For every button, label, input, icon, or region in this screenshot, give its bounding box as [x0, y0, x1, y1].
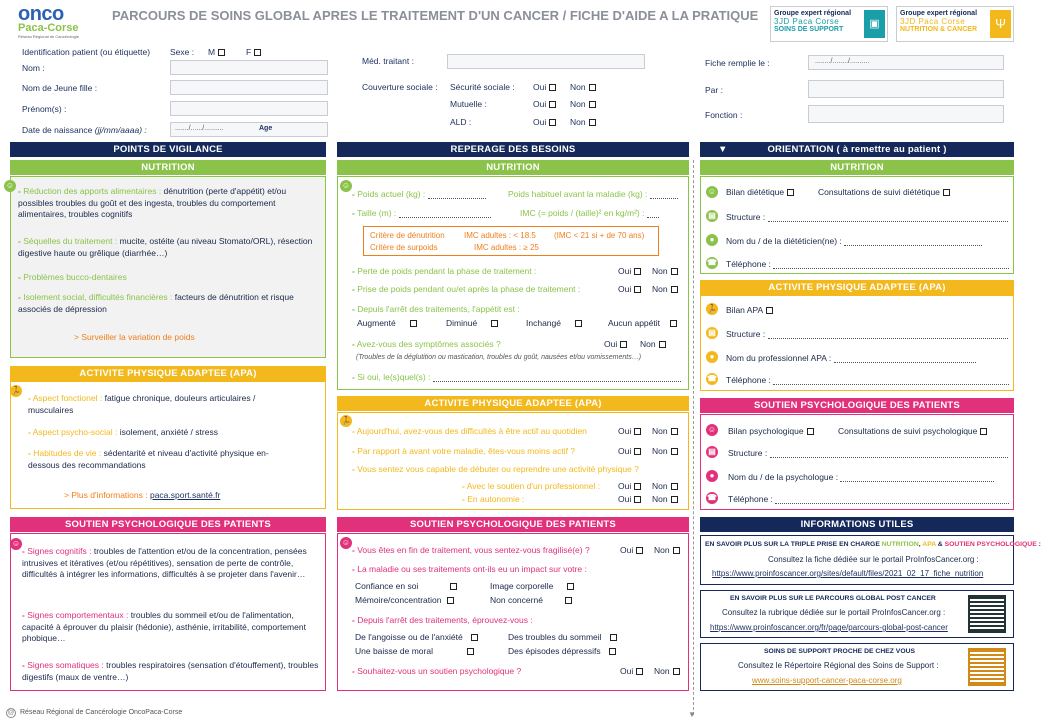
badge-icon: Ψ	[990, 10, 1011, 38]
apa-icon: 🏃	[11, 386, 21, 395]
sommeil-checkbox[interactable]	[610, 634, 617, 641]
consult-psy-checkbox[interactable]	[980, 428, 987, 435]
col1-psy-header: SOUTIEN PSYCHOLOGIQUE DES PATIENTS	[10, 517, 326, 532]
bilan-psy: Bilan psychologique	[728, 426, 814, 436]
tel-psy: Téléphone :	[728, 494, 1009, 504]
mutuelle-non-checkbox[interactable]	[589, 101, 596, 108]
col2-apa-header: ACTIVITE PHYSIQUE ADAPTEE (APA)	[337, 396, 689, 411]
sexe-f-checkbox[interactable]	[254, 49, 261, 56]
col1-p-item-1: - Signes comportementaux : troubles du sommeil et/ou de l'alimentation, capacité à éprouver du plaisir (hédonie), asthénie, irritabilité, comportement phobique…	[22, 610, 306, 643]
qa2-oui-checkbox[interactable]	[634, 448, 641, 455]
app-opt-0: Augmenté	[357, 318, 417, 328]
imc: IMC (= poids / (taille)² en kg/m²) :	[520, 208, 659, 218]
info2-link[interactable]: https://www.proinfoscancer.org/fr/page/parcours-global-post-cancer	[710, 623, 948, 632]
nom-jf-field[interactable]	[170, 80, 328, 95]
imc-criteria-box	[363, 226, 659, 256]
perte-oui-checkbox[interactable]	[634, 268, 641, 275]
dob-field[interactable]: ......./....../.......... Age	[170, 122, 328, 137]
taille: - Taille (m) :	[352, 208, 491, 218]
qa2-non-checkbox[interactable]	[671, 448, 678, 455]
secu-non: Non	[570, 82, 596, 92]
col3-info-header: INFORMATIONS UTILES	[700, 517, 1014, 532]
q-sympt: - Avez-vous des symptômes associés ?	[352, 339, 501, 349]
col1-n-footer: > Surveiller la variation de poids	[74, 332, 195, 342]
logo-tag: Réseau Régional de Cancérologie	[18, 34, 79, 39]
qa3a-oui-checkbox[interactable]	[634, 483, 641, 490]
col1-n-item-2: - Problèmes bucco-dentaires	[18, 272, 127, 282]
perte-non-checkbox[interactable]	[671, 268, 678, 275]
qp1-non-checkbox[interactable]	[673, 547, 680, 554]
secu-oui: Oui	[533, 82, 556, 92]
qa2-oui: Oui	[618, 446, 641, 456]
logo	[18, 5, 88, 37]
med-traitant-label: Méd. traitant :	[362, 56, 414, 66]
qp4: - Souhaitez-vous un soutien psychologique ?	[352, 666, 522, 676]
qa1-non: Non	[652, 426, 678, 436]
qa3b: - En autonomie :	[462, 494, 525, 504]
fonction-field[interactable]	[808, 105, 1004, 123]
par-field[interactable]	[808, 80, 1004, 98]
col3-apa-header: ACTIVITE PHYSIQUE ADAPTEE (APA)	[700, 280, 1014, 295]
logo-sub: Paca-Corse	[18, 22, 79, 34]
qa3a-oui: Oui	[618, 481, 641, 491]
bilan-psy-checkbox[interactable]	[807, 428, 814, 435]
bilan-diet-checkbox[interactable]	[787, 189, 794, 196]
qp3-opt-1: Des troubles du sommeil	[508, 632, 617, 642]
col1-n-item-1: - Séquelles du traitement : mucite, ostéite (au niveau Stomato/ORL), résection digestive haute ou grêlique (diarrhée…)	[18, 236, 313, 258]
q-perte: - Perte de poids pendant la phase de traitement :	[352, 266, 537, 276]
qa1-non-checkbox[interactable]	[671, 428, 678, 435]
col1-nutrition-header: NUTRITION	[10, 160, 326, 175]
info1-text: Consultez la fiche dédiée sur le portail ProInfosCancer.org :	[768, 555, 979, 564]
phone-icon: ☎	[707, 258, 717, 267]
structure-diet: Structure :	[726, 212, 1008, 222]
info2-title: EN SAVOIR PLUS SUR LE PARCOURS GLOBAL POST CANCER	[730, 595, 936, 602]
person-icon: ●	[706, 470, 718, 482]
phone-icon: ☎	[707, 493, 717, 502]
logo-brand: onco	[18, 3, 64, 25]
bilan-apa: Bilan APA	[726, 305, 773, 315]
apa-icon: 🏃	[341, 416, 351, 425]
q-sympt-oui: Oui	[604, 339, 627, 349]
crit-denutrition-value: IMC adultes : < 18.5	[464, 231, 536, 240]
image-checkbox[interactable]	[567, 583, 574, 590]
q-sympt-non: Non	[640, 339, 666, 349]
psy-icon: ☺	[707, 425, 717, 434]
qp4-oui-checkbox[interactable]	[636, 668, 643, 675]
person-icon: ●	[706, 351, 718, 363]
qp1-oui: Oui	[620, 545, 643, 555]
tel-diet: Téléphone :	[726, 259, 1009, 269]
qp3-opt-3: Des épisodes dépressifs	[508, 646, 616, 656]
sexe-m-checkbox[interactable]	[218, 49, 225, 56]
building-icon: ▤	[706, 327, 718, 339]
prenom-label: Prénom(s) :	[22, 104, 67, 114]
poids-habituel: Poids habituel avant la maladie (kg) :	[508, 189, 678, 199]
mutuelle-oui-checkbox[interactable]	[549, 101, 556, 108]
qa3a-non-checkbox[interactable]	[671, 483, 678, 490]
col2-nutrition-header: NUTRITION	[337, 160, 689, 175]
qp2-opt-0: Confiance en soi	[355, 581, 457, 591]
mutuelle-non: Non	[570, 99, 596, 109]
app-augmente-checkbox[interactable]	[410, 320, 417, 327]
col1-a-item-0: - Aspect fonctionel : fatigue chronique, douleurs articulaires / musculaires	[28, 393, 256, 415]
app-opt-2: Inchangé	[526, 318, 582, 328]
col3-psy-header: SOUTIEN PSYCHOLOGIQUE DES PATIENTS	[700, 398, 1014, 413]
badge-soins-support	[770, 6, 888, 42]
cut-arrow-icon: ▼	[688, 710, 696, 719]
par-label: Par :	[705, 85, 723, 95]
qp4-non: Non	[654, 666, 680, 676]
qa1-oui: Oui	[618, 426, 641, 436]
app-aucun-checkbox[interactable]	[670, 320, 677, 327]
app-opt-1: Diminué	[446, 318, 498, 328]
info1-title: EN SAVOIR PLUS SUR LA TRIPLE PRISE EN CHARGE NUTRITION, APA & SOUTIEN PSYCHOLOGIQUE :	[705, 541, 1041, 548]
qp2-opt-1: Image corporelle	[490, 581, 574, 591]
person-icon: ●	[706, 234, 718, 246]
col3-header: ▼ ORIENTATION ( à remettre au patient )	[700, 142, 1014, 157]
col1-p-item-2: - Signes somatiques : troubles respiratoires (sensation d'étouffement), troubles digestifs (maux de ventre…)	[22, 660, 319, 682]
building-icon: ▤	[706, 446, 718, 458]
qa2: - Par rapport à avant votre maladie, êtes-vous moins actif ?	[352, 446, 576, 456]
crit-surpoids-label: Critère de surpoids	[370, 243, 438, 252]
info3-link[interactable]: www.soins-support-cancer-paca-corse.org	[752, 676, 902, 685]
secu-non-checkbox[interactable]	[589, 84, 596, 91]
non-concerne-checkbox[interactable]	[565, 597, 572, 604]
nom-diet: Nom du / de la diététicien(ne) :	[726, 236, 982, 246]
col1-n-item-3: - Isolement social, difficultés financières : facteurs de dénutrition et risque associés de dépression	[18, 292, 294, 314]
qr-code-icon[interactable]	[968, 595, 1006, 633]
q-prise: - Prise de poids pendant ou/et après la phase de traitement :	[352, 284, 581, 294]
down-arrow-icon: ▼	[718, 144, 728, 155]
qp1-non: Non	[654, 545, 680, 555]
app-opt-3: Aucun appétit	[608, 318, 677, 328]
sympt-note: (Troubles de la déglutition ou mastication, troubles du goût, nausées et/ou vomissements…)	[356, 354, 642, 361]
couverture-label: Couverture sociale :	[362, 82, 438, 92]
qa3a-non: Non	[652, 481, 678, 491]
qp2: - La maladie ou ses traitements ont-ils eu un impact sur votre :	[352, 564, 587, 574]
ald-label: ALD :	[450, 117, 472, 127]
fonction-label: Fonction :	[705, 110, 743, 120]
qa2-non: Non	[652, 446, 678, 456]
q-lequel: - Si oui, le(s)quel(s) :	[352, 372, 681, 382]
badge-line-1: Groupe expert régional	[900, 10, 978, 17]
sexe-m-label: M	[208, 47, 225, 57]
qp4-oui: Oui	[620, 666, 643, 676]
moral-checkbox[interactable]	[467, 648, 474, 655]
apa-info-link[interactable]: paca.sport.santé.fr	[149, 490, 221, 500]
col1-a-item-2: - Habitudes de vie : sédentarité et niveau d'activité physique en-dessous des recommandations	[28, 448, 269, 470]
consult-diet-checkbox[interactable]	[943, 189, 950, 196]
qa1: - Aujourd'hui, avez-vous des difficultés à être actif au quotidien	[352, 426, 587, 436]
nom-apa: Nom du professionnel APA :	[726, 353, 976, 363]
qa3b-non-checkbox[interactable]	[671, 496, 678, 503]
nom-label: Nom :	[22, 63, 45, 73]
ald-non-checkbox[interactable]	[589, 119, 596, 126]
ald-non: Non	[570, 117, 596, 127]
qp2-opt-2: Mémoire/concentration	[355, 595, 454, 605]
phone-icon: ☎	[707, 374, 717, 383]
qp1: - Vous êtes en fin de traitement, vous sentez-vous fragilisé(e) ?	[352, 545, 590, 555]
confiance-checkbox[interactable]	[450, 583, 457, 590]
med-traitant-field[interactable]	[447, 54, 645, 69]
qa3b-non: Non	[652, 494, 678, 504]
qp1-oui-checkbox[interactable]	[636, 547, 643, 554]
badge-line-3: NUTRITION & CANCER	[900, 26, 977, 33]
col1-n-item-0: - Réduction des apports alimentaires : dénutrition (perte d'appétit) et/ou possibles troubles du goût et des ingesta, troubles du comportement alimentaires, troubles cognitifs	[18, 186, 287, 219]
nom-jf-label: Nom de Jeune fille :	[22, 83, 98, 93]
nutrition-icon: ☺	[341, 181, 351, 190]
crit-denutrition-extra: (IMC < 21 si + de 70 ans)	[554, 231, 645, 240]
fiche-remplie-label: Fiche remplie le :	[705, 58, 770, 68]
badge-line-2: 3JD Paca Corse	[900, 17, 966, 26]
sympt-oui-checkbox[interactable]	[620, 341, 627, 348]
ald-oui-checkbox[interactable]	[549, 119, 556, 126]
prise-oui-checkbox[interactable]	[634, 286, 641, 293]
qp2-opt-3: Non concerné	[490, 595, 572, 605]
badge-line-1: Groupe expert régional	[774, 10, 852, 17]
badge-line-3: SOINS DE SUPPORT	[774, 26, 844, 33]
footer-icon: @	[7, 709, 15, 716]
bilan-diet: Bilan diététique	[726, 187, 794, 197]
qp3: - Depuis l'arrêt des traitements, éprouvez-vous :	[352, 615, 533, 625]
nom-psy: Nom du / de la psychologue :	[728, 472, 994, 482]
qr-code-icon[interactable]	[968, 648, 1006, 686]
info1-link[interactable]: https://www.proinfoscancer.org/sites/default/files/2021_02_17_fiche_nutrition	[712, 569, 984, 578]
prise-non-checkbox[interactable]	[671, 286, 678, 293]
depressifs-checkbox[interactable]	[609, 648, 616, 655]
info3-text: Consultez le Répertoire Régional des Soins de Support :	[738, 661, 939, 670]
info3-title: SOINS DE SUPPORT PROCHE DE CHEZ VOUS	[764, 648, 916, 655]
ald-oui: Oui	[533, 117, 556, 127]
col1-apa-header: ACTIVITE PHYSIQUE ADAPTEE (APA)	[10, 366, 326, 381]
qa3a: - Avec le soutien d'un professionnel :	[462, 481, 601, 491]
q-prise-oui: Oui	[618, 284, 641, 294]
col1-header: POINTS DE VIGILANCE	[10, 142, 326, 157]
crit-denutrition-label: Critère de dénutrition	[370, 231, 445, 240]
structure-apa: Structure :	[726, 329, 1008, 339]
tel-apa: Téléphone :	[726, 375, 1009, 385]
consult-diet: Consultations de suivi diététique	[818, 187, 950, 197]
q-prise-non: Non	[652, 284, 678, 294]
col1-a-item-1: - Aspect psycho-social : isolement, anxiété / stress	[28, 427, 218, 437]
fiche-date-field[interactable]: ......../......../..........	[808, 55, 1004, 70]
poids-actuel: - Poids actuel (kg) :	[352, 189, 486, 199]
bilan-apa-checkbox[interactable]	[766, 307, 773, 314]
apple-icon: ☺	[707, 187, 717, 196]
col1-a-footer: > Plus d'informations : paca.sport.santé.fr	[64, 490, 221, 500]
cut-line	[693, 160, 694, 715]
col2-psy-header: SOUTIEN PSYCHOLOGIQUE DES PATIENTS	[337, 517, 689, 532]
qa3b-oui-checkbox[interactable]	[634, 496, 641, 503]
app-diminue-checkbox[interactable]	[491, 320, 498, 327]
footer-text: Réseau Régional de Cancérologie OncoPaca-Corse	[20, 709, 183, 716]
sexe-label: Sexe :	[170, 47, 195, 57]
dob-label: Date de naissance (jj/mm/aaaa) :	[22, 125, 147, 135]
info2-text: Consultez la rubrique dédiée sur le portail ProInfosCancer.org :	[722, 608, 946, 617]
mutuelle-oui: Oui	[533, 99, 556, 109]
col1-p-item-0: - Signes cognitifs : troubles de l'attention et/ou de la concentration, pensées intrusives et itératives (et/ou répétitives), sensation de perte de contrôle, difficultés à intégrer les informations, difficultés à se projeter dans l'avenir…	[22, 546, 307, 579]
nom-field[interactable]	[170, 60, 328, 75]
psy-icon: ☺	[341, 538, 351, 547]
mutuelle-label: Mutuelle :	[450, 99, 487, 109]
app-inchange-checkbox[interactable]	[575, 320, 582, 327]
structure-psy: Structure :	[728, 448, 1008, 458]
page-title: PARCOURS DE SOINS GLOBAL APRES LE TRAITEMENT D'UN CANCER / FICHE D'AIDE A LA PRATIQUE	[112, 8, 759, 23]
secu-oui-checkbox[interactable]	[549, 84, 556, 91]
qa1-oui-checkbox[interactable]	[634, 428, 641, 435]
col3-nutrition-header: NUTRITION	[700, 160, 1014, 175]
sympt-non-checkbox[interactable]	[659, 341, 666, 348]
q-perte-non: Non	[652, 266, 678, 276]
patient-id-label: Identification patient (ou étiquette)	[22, 47, 151, 57]
prenom-field[interactable]	[170, 101, 328, 116]
building-icon: ▤	[706, 210, 718, 222]
qa3b-oui: Oui	[618, 494, 641, 504]
col2-header: REPERAGE DES BESOINS	[337, 142, 689, 157]
sexe-f-label: F	[246, 47, 261, 57]
apa-icon: 🏃	[707, 304, 717, 313]
q-perte-oui: Oui	[618, 266, 641, 276]
angoisse-checkbox[interactable]	[471, 634, 478, 641]
badge-icon: ▣	[864, 10, 885, 38]
nutrition-icon: ☺	[5, 181, 15, 190]
qp4-non-checkbox[interactable]	[673, 668, 680, 675]
badge-line-2: 3JD Paca Corse	[774, 17, 840, 26]
secu-label: Sécurité sociale :	[450, 82, 515, 92]
crit-surpoids-value: IMC adultes : ≥ 25	[474, 243, 539, 252]
qp3-opt-2: Une baisse de moral	[355, 646, 474, 656]
qa3: - Vous sentez vous capable de débuter ou reprendre une activité physique ?	[352, 464, 639, 474]
consult-psy: Consultations de suivi psychologique	[838, 426, 987, 436]
qp3-opt-0: De l'angoisse ou de l'anxiété	[355, 632, 478, 642]
badge-nutrition	[896, 6, 1014, 42]
q-appetit: - Depuis l'arrêt des traitements, l'appétit est :	[352, 304, 520, 314]
memoire-checkbox[interactable]	[447, 597, 454, 604]
psy-icon: ☺	[11, 539, 21, 548]
